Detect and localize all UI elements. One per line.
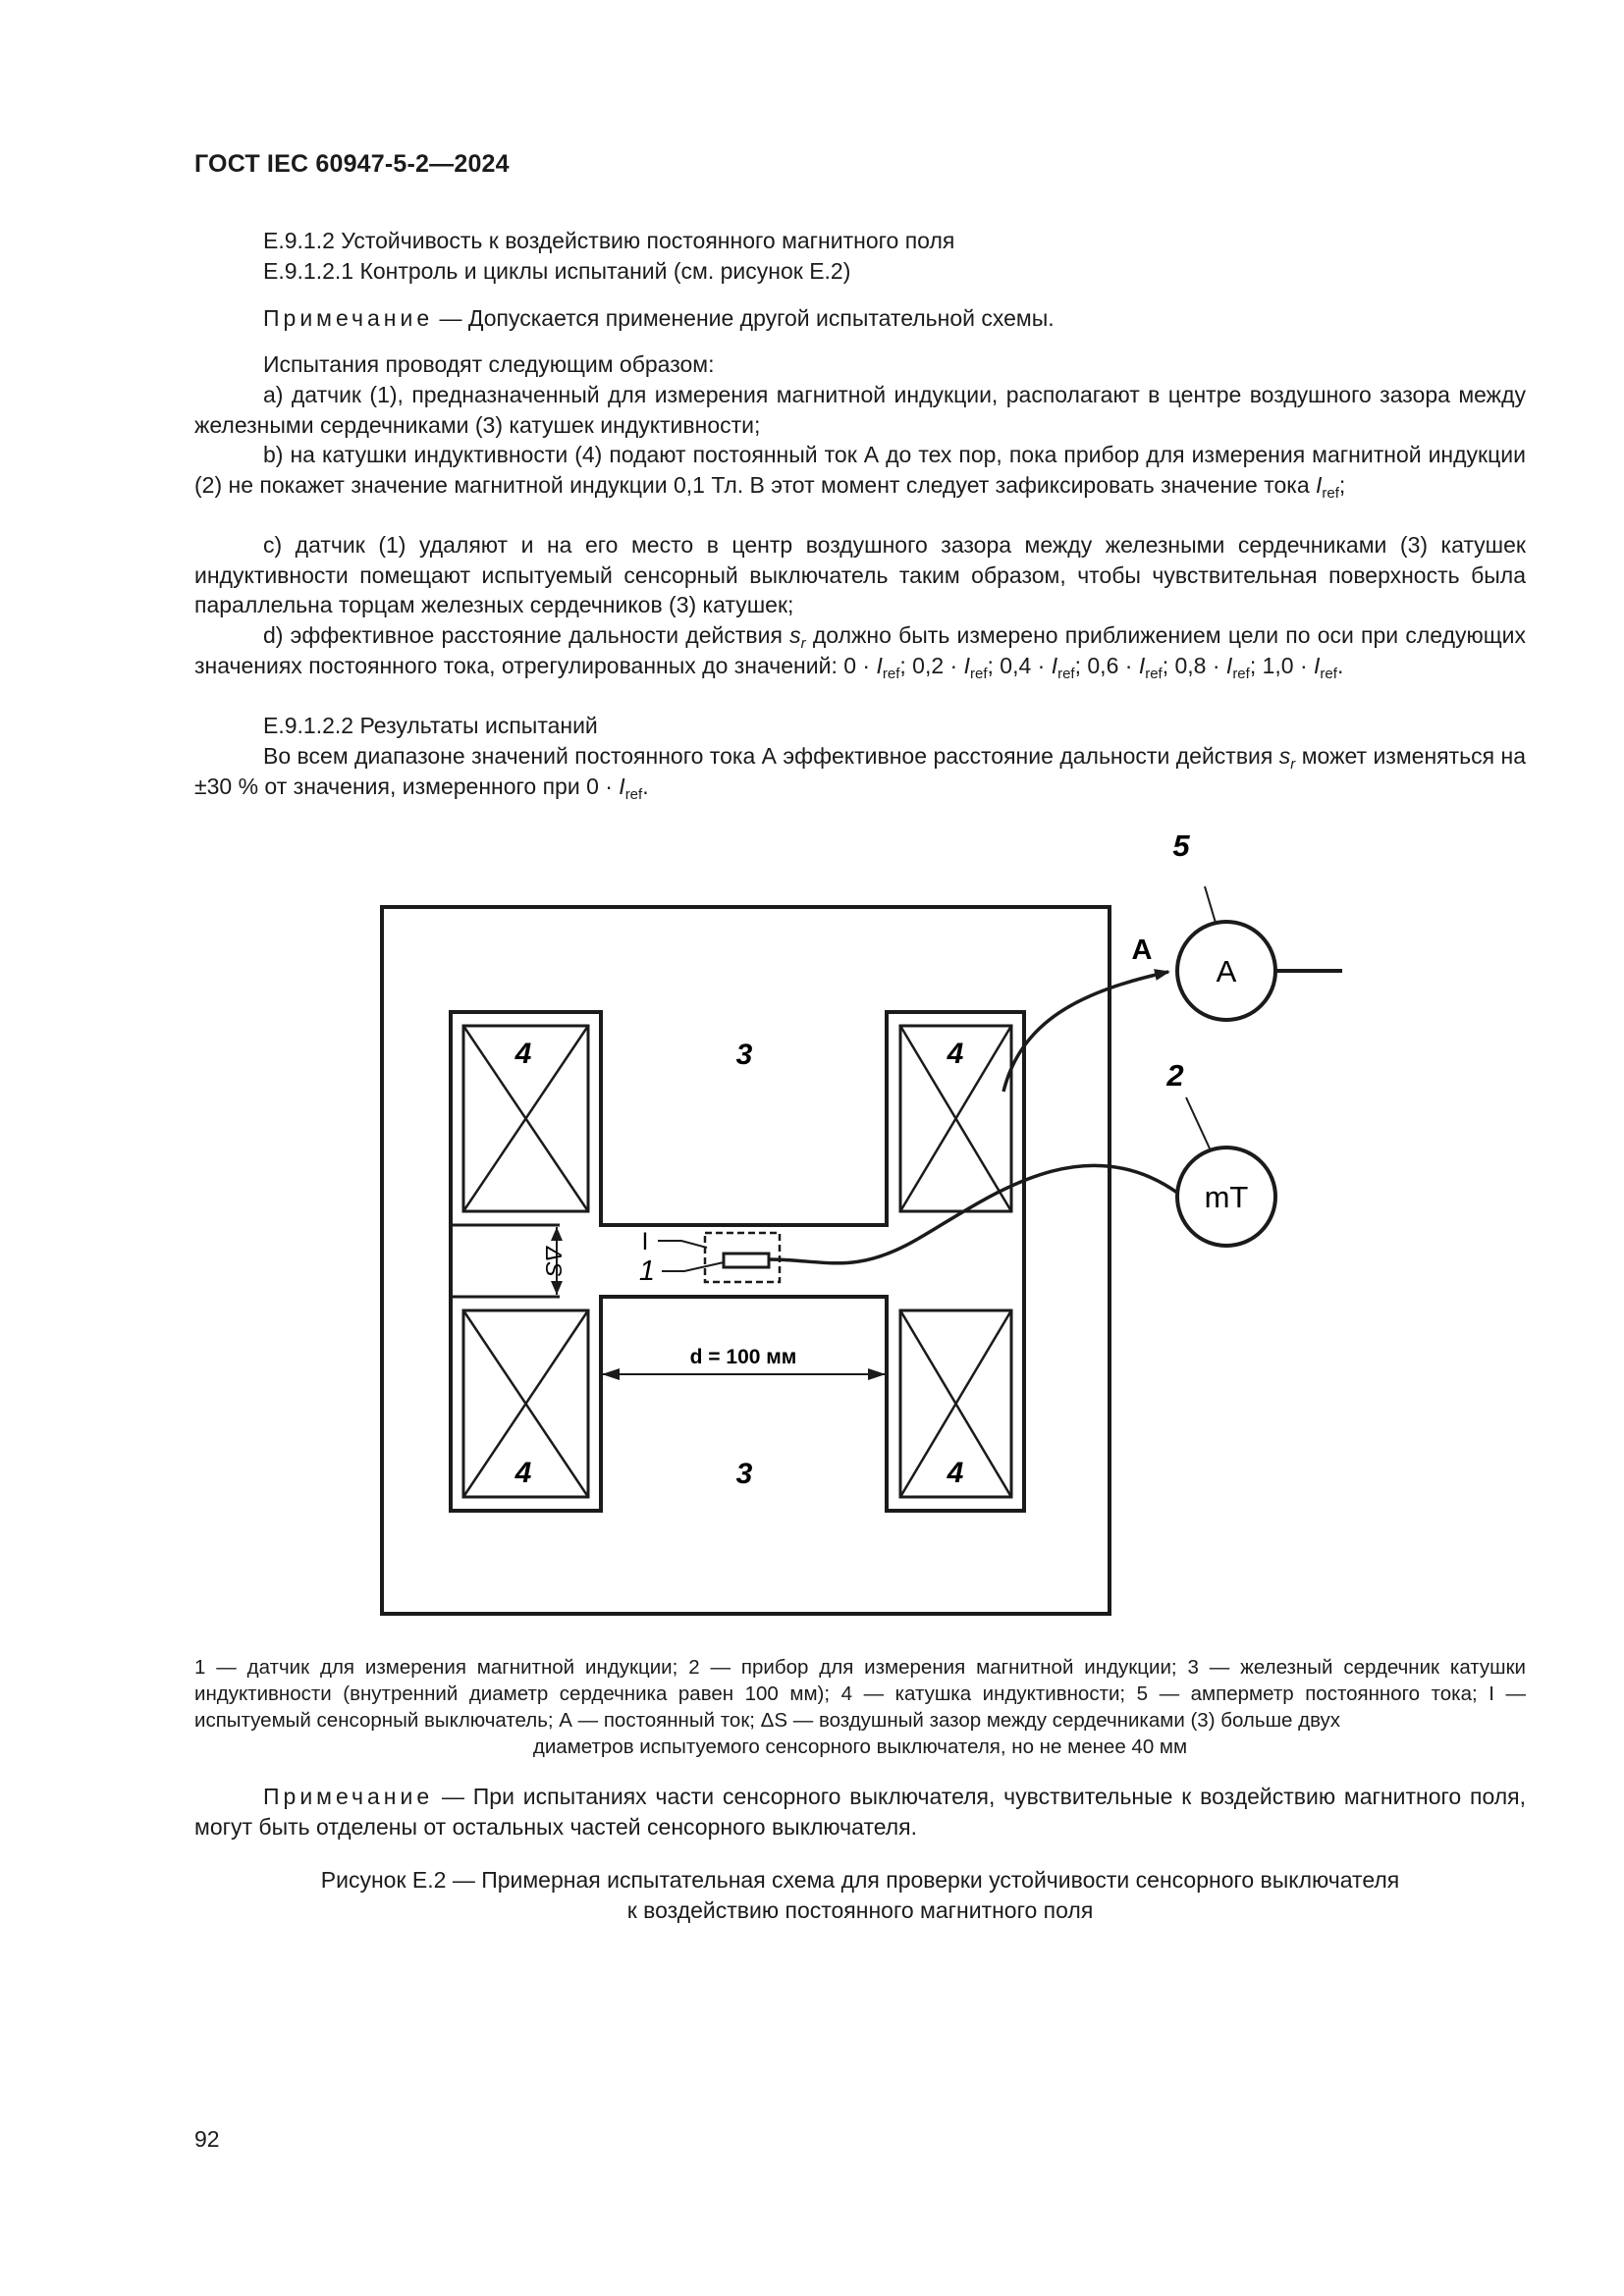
teslameter-label: 2 bbox=[1166, 1058, 1184, 1093]
note-1-text: — Допускается применение другой испытательной схемы. bbox=[433, 305, 1055, 331]
sensor-label: 1 bbox=[638, 1255, 656, 1287]
note-2-text: — При испытаниях части сенсорного выключателя, чувствительные к воздействию магнитного поля, могут быть отделены от остальных частей сенсорного выключателя. bbox=[194, 1784, 1526, 1840]
item-d-symbol: $s_r$ bbox=[789, 622, 806, 652]
distance-dimension bbox=[602, 1368, 886, 1380]
current-wire bbox=[1003, 972, 1168, 1092]
sensor-leader-line bbox=[662, 1262, 724, 1271]
results-pre: Во всем диапазоне значений постоянного тока А эффективное расстояние дальности действия bbox=[263, 743, 1273, 769]
section-e-9-1-2: Е.9.1.2 Устойчивость к воздействию постоянного магнитного поля bbox=[263, 228, 955, 253]
distance-label: d = 100 мм bbox=[689, 1346, 797, 1368]
teslameter-symbol: mT bbox=[1204, 1180, 1249, 1214]
tests-intro: Испытания проводят следующим образом: bbox=[263, 351, 715, 377]
current-value: $0,8 \cdot I_{ref}$; bbox=[1174, 652, 1257, 682]
coil-label: 4 bbox=[947, 1457, 964, 1489]
current-value: $0 \cdot I_{ref}$; bbox=[843, 652, 906, 682]
figure-caption bbox=[194, 1865, 1526, 1926]
figure-caption-line-1: Рисунок Е.2 — Примерная испытательная схема для проверки устойчивости сенсорного выключателя bbox=[320, 1867, 1400, 1893]
current-value: $0,2 \cdot I_{ref}$; bbox=[912, 652, 994, 682]
switch-leader-line bbox=[658, 1241, 707, 1248]
item-b-current: $I_{ref}$; bbox=[1316, 471, 1346, 502]
core-label: 3 bbox=[735, 1458, 753, 1490]
section-e-9-1-2-2: Е.9.1.2.2 Результаты испытаний bbox=[263, 713, 598, 738]
legend-text: 1 — датчик для измерения магнитной индукции; 2 — прибор для измерения магнитной индукции; 3 — железный сердечник катушки индуктивности (внутренний диаметр сердечника равен 100 мм); 4 — катушка индуктивности; 5 — амперметр постоянного тока; I — испытуемый сенсорный выключатель; А — постоянный ток; ΔS — воздушный зазор между сердечниками (3) больше двух bbox=[194, 1656, 1526, 1732]
section-e-9-1-2-1: Е.9.1.2.1 Контроль и циклы испытаний (см. рисунок Е.2) bbox=[263, 258, 851, 284]
magnetic-sensor bbox=[724, 1254, 769, 1267]
results-symbol: $s_r$ bbox=[1278, 743, 1296, 773]
item-d-post: должно быть измерено приближением цели по оси при следующих значениях постоянного тока, отрегулированных до значений: bbox=[194, 622, 1527, 678]
gap-label: ΔS bbox=[541, 1246, 567, 1277]
figure-legend bbox=[194, 1654, 1526, 1760]
teslameter-leader-line bbox=[1186, 1097, 1210, 1148]
note-1-label: Примечание bbox=[263, 305, 434, 331]
sensor-wire bbox=[769, 1165, 1177, 1263]
figure-caption-line-2: к воздействию постоянного магнитного поля bbox=[626, 1897, 1094, 1923]
current-value: $0,6 \cdot I_{ref}$; bbox=[1087, 652, 1169, 682]
note-2-label: Примечание bbox=[263, 1784, 434, 1809]
document-header: ГОСТ IEC 60947-5-2—2024 bbox=[194, 150, 510, 178]
ammeter-symbol: A bbox=[1216, 954, 1237, 988]
item-a: a) датчик (1), предназначенный для измерения магнитной индукции, располагают в центре воздушного зазора между железными сердечниками (3) катушек индуктивности; bbox=[194, 382, 1526, 438]
ammeter-label: 5 bbox=[1172, 828, 1190, 863]
coil-label: 4 bbox=[514, 1457, 532, 1489]
item-d-pre: d) эффективное расстояние дальности действия bbox=[263, 622, 783, 648]
results-post: может изменяться на ±30 % от значения, измеренного при 0 · bbox=[194, 743, 1527, 799]
ammeter-leader-line bbox=[1205, 886, 1216, 923]
results-current: $I_{ref}$. bbox=[619, 773, 649, 803]
legend-text-last: диаметров испытуемого сенсорного выключателя, но не менее 40 мм bbox=[532, 1735, 1188, 1758]
current-value: $1,0 \cdot I_{ref}$. bbox=[1262, 652, 1344, 682]
coil-label: 4 bbox=[947, 1038, 964, 1070]
note-2 bbox=[194, 1782, 1526, 1842]
switch-label: I bbox=[641, 1228, 649, 1255]
coil-label: 4 bbox=[514, 1038, 532, 1070]
item-c: c) датчик (1) удаляют и на его место в центр воздушного зазора между железными сердечниками (3) катушек индуктивности помещают испытуемый сенсорный выключатель таким образом, чтобы чувствительная поверхность была параллельна торцам железных сердечников (3) катушек; bbox=[194, 532, 1526, 617]
current-arrow-label: A bbox=[1131, 934, 1153, 966]
core-label: 3 bbox=[735, 1039, 753, 1071]
page-number: 92 bbox=[194, 2126, 220, 2152]
item-b-text: b) на катушки индуктивности (4) подают постоянный ток А до тех пор, пока прибор для измерения магнитной индукции (2) не покажет значение магнитной индукции 0,1 Тл. В этот момент следует зафиксировать значение тока bbox=[194, 442, 1526, 498]
current-value: $0,4 \cdot I_{ref}$; bbox=[1000, 652, 1081, 682]
